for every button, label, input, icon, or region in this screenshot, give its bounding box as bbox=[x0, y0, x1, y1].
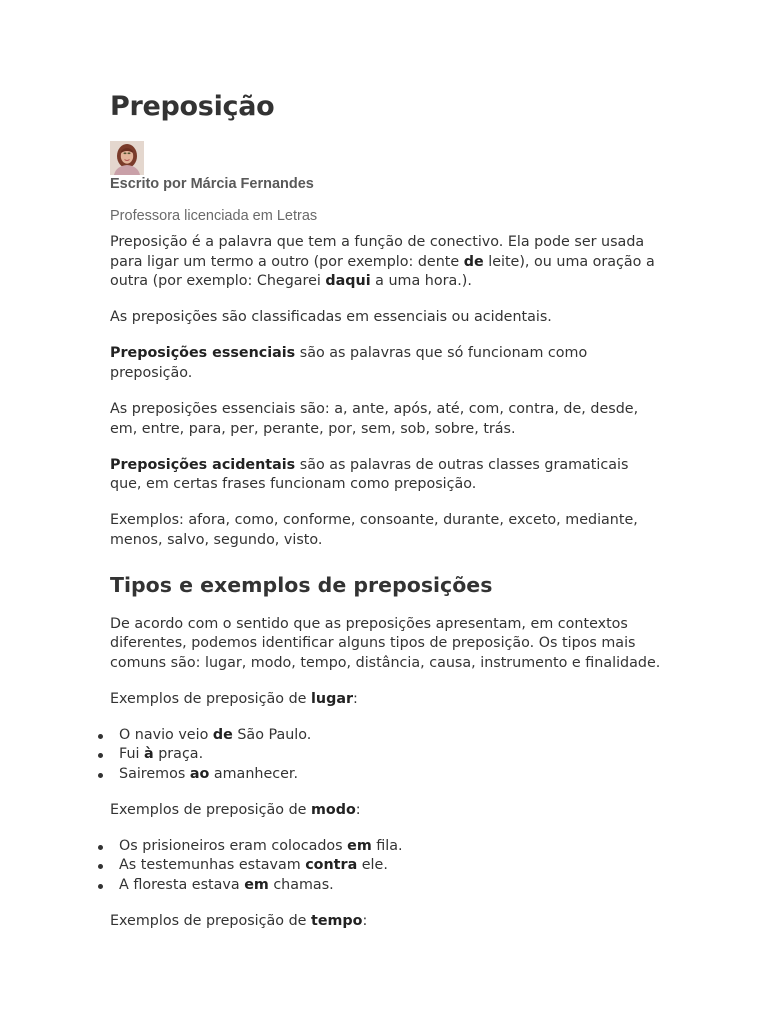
list-item bbox=[98, 876, 662, 895]
colon: : bbox=[353, 690, 358, 707]
author-role: Professora licenciada em Letras bbox=[110, 208, 318, 224]
intro-paragraph bbox=[110, 344, 662, 383]
text-run: Preposição é a palavra que tem a função de conectivo. Ela pode ser usada para ligar um termo a outro (por exemplo: dente bbox=[110, 234, 645, 270]
intro-paragraph bbox=[110, 308, 662, 328]
example-text: amanhecer. bbox=[209, 765, 299, 782]
list-item bbox=[98, 856, 662, 875]
example-group-type: modo bbox=[311, 801, 356, 818]
preposition: em bbox=[347, 837, 372, 854]
bold-term: Preposições acidentais bbox=[110, 456, 296, 473]
text-run: As preposições essenciais são: a, ante, após, até, com, contra, de, desde, em, entre, para, per, perante, por, sem, sob, sobre, trás. bbox=[110, 401, 639, 437]
section-paragraph: De acordo com o sentido que as preposições apresentam, em contextos diferentes, podemos identificar alguns tipos de preposição. Os tipos mais comuns são: lugar, modo, tempo, distância, causa, instrumento e finalidade. bbox=[110, 615, 661, 671]
bold-term: daqui bbox=[325, 273, 371, 290]
example-text: As testemunhas estavam bbox=[119, 857, 306, 874]
preposition: em bbox=[244, 876, 269, 893]
list-item bbox=[98, 726, 662, 745]
text-run: leite), ou uma oração a outra (por exemplo: Chegarei bbox=[110, 253, 655, 290]
bold-term: Preposições essenciais bbox=[110, 345, 296, 362]
list-item bbox=[98, 837, 662, 856]
intro-paragraphs bbox=[110, 233, 662, 551]
intro-paragraph bbox=[110, 456, 662, 495]
example-text: Fui bbox=[119, 746, 145, 763]
intro-paragraph bbox=[110, 511, 662, 550]
text-run: Exemplos: afora, como, conforme, consoante, durante, exceto, mediante, menos, salvo, segundo, visto. bbox=[110, 512, 638, 549]
preposition: ao bbox=[189, 765, 210, 782]
list-item bbox=[98, 745, 662, 764]
example-group-intro bbox=[110, 801, 662, 821]
example-text: Sairemos bbox=[119, 765, 190, 782]
colon: : bbox=[355, 801, 361, 818]
example-text: praça. bbox=[153, 746, 204, 763]
example-group-label: Exemplos de preposição de bbox=[110, 690, 311, 707]
intro-paragraph bbox=[110, 233, 662, 292]
example-list bbox=[98, 837, 662, 895]
example-group-label: Exemplos de preposição de bbox=[110, 912, 311, 929]
example-text: Os prisioneiros eram colocados bbox=[119, 837, 348, 854]
article bbox=[110, 88, 662, 931]
example-text: A floresta estava bbox=[119, 876, 245, 893]
page-title: Preposição bbox=[110, 91, 275, 122]
text-run: são as palavras de outras classes gramaticais que, em certas frases funcionam como preposição. bbox=[110, 456, 629, 493]
example-text: fila. bbox=[371, 837, 403, 854]
text-run: a uma hora.). bbox=[370, 273, 472, 290]
text-run: As preposições são classificadas em essenciais ou acidentais. bbox=[110, 309, 552, 326]
example-text: O navio veio bbox=[119, 727, 213, 743]
intro-paragraph bbox=[110, 400, 662, 439]
preposition: à bbox=[144, 746, 154, 763]
list-item bbox=[98, 765, 662, 784]
example-text: São Paulo. bbox=[232, 727, 312, 743]
example-list bbox=[98, 726, 662, 784]
example-text: chamas. bbox=[268, 876, 334, 893]
text-run: são as palavras que só funcionam como preposição. bbox=[110, 345, 588, 381]
example-text: ele. bbox=[357, 857, 388, 874]
author-photo-image bbox=[110, 141, 144, 175]
bold-term: de bbox=[463, 253, 484, 270]
example-group-intro bbox=[110, 690, 662, 710]
author-name: Escrito por Márcia Fernandes bbox=[110, 176, 314, 192]
example-group-type: tempo bbox=[311, 912, 363, 929]
colon: : bbox=[362, 912, 368, 929]
example-group-type: lugar bbox=[311, 690, 354, 707]
example-groups bbox=[110, 690, 662, 931]
author-avatar bbox=[110, 141, 144, 175]
example-group-intro bbox=[110, 912, 662, 932]
preposition: de bbox=[212, 727, 233, 743]
section-heading: Tipos e exemplos de preposições bbox=[110, 572, 493, 597]
preposition: contra bbox=[305, 857, 358, 874]
example-group-label: Exemplos de preposição de bbox=[110, 801, 311, 818]
